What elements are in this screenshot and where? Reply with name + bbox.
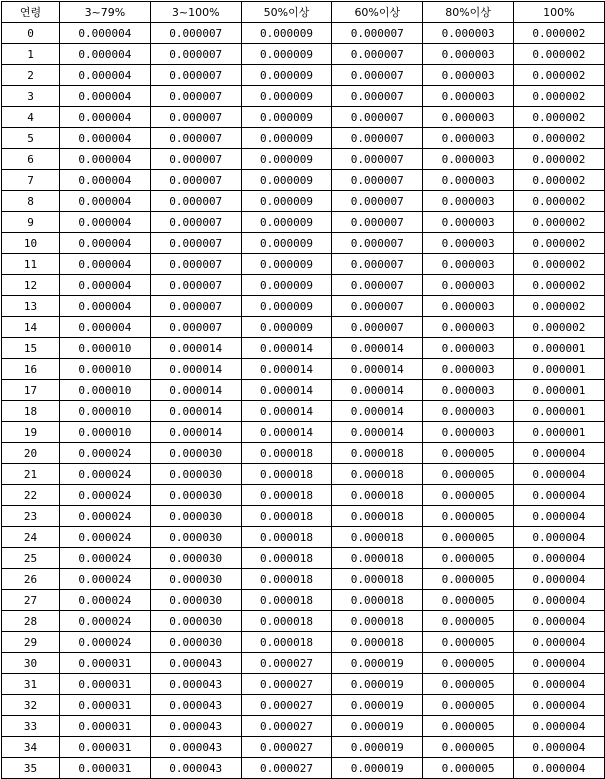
value-3-100-cell: 0.000014 — [150, 422, 241, 443]
value-80-plus-cell: 0.000003 — [423, 359, 514, 380]
value-3-79-cell: 0.000004 — [60, 44, 151, 65]
value-100-cell: 0.000004 — [513, 464, 604, 485]
value-100-cell: 0.000004 — [513, 590, 604, 611]
value-80-plus-cell: 0.000003 — [423, 212, 514, 233]
value-50-plus-cell: 0.000009 — [241, 191, 332, 212]
value-50-plus-cell: 0.000014 — [241, 338, 332, 359]
table-row — [2, 128, 605, 149]
value-60-plus-cell: 0.000007 — [332, 149, 423, 170]
value-100-cell: 0.000002 — [513, 212, 604, 233]
header-80-plus: 80%이상 — [423, 2, 514, 23]
table-row — [2, 737, 605, 758]
value-3-100-cell: 0.000007 — [150, 233, 241, 254]
value-60-plus-cell: 0.000018 — [332, 527, 423, 548]
age-cell: 34 — [2, 737, 60, 758]
value-3-79-cell: 0.000031 — [60, 695, 151, 716]
value-3-79-cell: 0.000024 — [60, 506, 151, 527]
value-50-plus-cell: 0.000009 — [241, 212, 332, 233]
table-row — [2, 65, 605, 86]
value-60-plus-cell: 0.000019 — [332, 695, 423, 716]
value-3-79-cell: 0.000010 — [60, 338, 151, 359]
value-100-cell: 0.000002 — [513, 65, 604, 86]
value-3-100-cell: 0.000014 — [150, 401, 241, 422]
value-80-plus-cell: 0.000003 — [423, 128, 514, 149]
value-100-cell: 0.000002 — [513, 149, 604, 170]
value-3-100-cell: 0.000043 — [150, 737, 241, 758]
value-50-plus-cell: 0.000014 — [241, 359, 332, 380]
value-100-cell: 0.000004 — [513, 695, 604, 716]
value-100-cell: 0.000002 — [513, 86, 604, 107]
value-3-79-cell: 0.000031 — [60, 674, 151, 695]
value-3-79-cell: 0.000031 — [60, 737, 151, 758]
table-row — [2, 212, 605, 233]
value-50-plus-cell: 0.000014 — [241, 422, 332, 443]
value-3-79-cell: 0.000024 — [60, 611, 151, 632]
value-50-plus-cell: 0.000014 — [241, 401, 332, 422]
value-100-cell: 0.000001 — [513, 401, 604, 422]
value-3-100-cell: 0.000043 — [150, 716, 241, 737]
value-3-100-cell: 0.000030 — [150, 506, 241, 527]
value-100-cell: 0.000002 — [513, 296, 604, 317]
value-50-plus-cell: 0.000009 — [241, 296, 332, 317]
age-cell: 20 — [2, 443, 60, 464]
value-100-cell: 0.000002 — [513, 170, 604, 191]
value-60-plus-cell: 0.000019 — [332, 716, 423, 737]
value-80-plus-cell: 0.000005 — [423, 506, 514, 527]
value-3-100-cell: 0.000043 — [150, 695, 241, 716]
value-3-79-cell: 0.000004 — [60, 212, 151, 233]
value-80-plus-cell: 0.000005 — [423, 632, 514, 653]
value-100-cell: 0.000001 — [513, 359, 604, 380]
value-100-cell: 0.000004 — [513, 632, 604, 653]
age-cell: 9 — [2, 212, 60, 233]
value-100-cell: 0.000004 — [513, 674, 604, 695]
value-3-79-cell: 0.000004 — [60, 23, 151, 44]
header-100: 100% — [513, 2, 604, 23]
value-80-plus-cell: 0.000005 — [423, 611, 514, 632]
value-80-plus-cell: 0.000005 — [423, 737, 514, 758]
value-80-plus-cell: 0.000003 — [423, 149, 514, 170]
table-row — [2, 338, 605, 359]
value-100-cell: 0.000001 — [513, 380, 604, 401]
table-row — [2, 716, 605, 737]
value-3-100-cell: 0.000030 — [150, 485, 241, 506]
value-3-100-cell: 0.000007 — [150, 107, 241, 128]
value-60-plus-cell: 0.000007 — [332, 212, 423, 233]
value-3-100-cell: 0.000007 — [150, 275, 241, 296]
value-50-plus-cell: 0.000018 — [241, 464, 332, 485]
value-100-cell: 0.000004 — [513, 527, 604, 548]
value-3-79-cell: 0.000024 — [60, 527, 151, 548]
table-row — [2, 275, 605, 296]
value-3-79-cell: 0.000031 — [60, 716, 151, 737]
value-3-79-cell: 0.000004 — [60, 149, 151, 170]
value-50-plus-cell: 0.000018 — [241, 632, 332, 653]
age-cell: 0 — [2, 23, 60, 44]
value-3-79-cell: 0.000004 — [60, 254, 151, 275]
value-3-79-cell: 0.000010 — [60, 422, 151, 443]
value-80-plus-cell: 0.000003 — [423, 338, 514, 359]
value-50-plus-cell: 0.000009 — [241, 254, 332, 275]
table-row — [2, 485, 605, 506]
value-100-cell: 0.000002 — [513, 233, 604, 254]
age-cell: 2 — [2, 65, 60, 86]
value-3-100-cell: 0.000014 — [150, 359, 241, 380]
value-3-79-cell: 0.000004 — [60, 191, 151, 212]
header-row — [2, 2, 605, 23]
value-50-plus-cell: 0.000018 — [241, 590, 332, 611]
header-60-plus: 60%이상 — [332, 2, 423, 23]
value-80-plus-cell: 0.000003 — [423, 317, 514, 338]
value-3-79-cell: 0.000010 — [60, 401, 151, 422]
age-cell: 26 — [2, 569, 60, 590]
age-cell: 31 — [2, 674, 60, 695]
value-50-plus-cell: 0.000009 — [241, 233, 332, 254]
value-3-100-cell: 0.000014 — [150, 338, 241, 359]
value-100-cell: 0.000002 — [513, 23, 604, 44]
value-80-plus-cell: 0.000005 — [423, 485, 514, 506]
value-80-plus-cell: 0.000005 — [423, 569, 514, 590]
age-cell: 13 — [2, 296, 60, 317]
value-50-plus-cell: 0.000009 — [241, 275, 332, 296]
value-80-plus-cell: 0.000003 — [423, 233, 514, 254]
header-age: 연령 — [2, 2, 60, 23]
value-60-plus-cell: 0.000007 — [332, 296, 423, 317]
value-100-cell: 0.000002 — [513, 191, 604, 212]
age-cell: 7 — [2, 170, 60, 191]
table-row — [2, 611, 605, 632]
value-50-plus-cell: 0.000009 — [241, 170, 332, 191]
value-60-plus-cell: 0.000019 — [332, 758, 423, 779]
table-row — [2, 296, 605, 317]
value-60-plus-cell: 0.000007 — [332, 107, 423, 128]
value-3-79-cell: 0.000004 — [60, 233, 151, 254]
value-100-cell: 0.000004 — [513, 506, 604, 527]
table-row — [2, 23, 605, 44]
value-60-plus-cell: 0.000007 — [332, 65, 423, 86]
value-3-79-cell: 0.000024 — [60, 590, 151, 611]
value-3-100-cell: 0.000030 — [150, 611, 241, 632]
value-60-plus-cell: 0.000014 — [332, 401, 423, 422]
value-50-plus-cell: 0.000018 — [241, 443, 332, 464]
value-50-plus-cell: 0.000027 — [241, 758, 332, 779]
value-100-cell: 0.000002 — [513, 128, 604, 149]
value-100-cell: 0.000004 — [513, 569, 604, 590]
value-80-plus-cell: 0.000003 — [423, 170, 514, 191]
value-50-plus-cell: 0.000027 — [241, 653, 332, 674]
value-3-79-cell: 0.000024 — [60, 632, 151, 653]
value-80-plus-cell: 0.000005 — [423, 716, 514, 737]
age-cell: 14 — [2, 317, 60, 338]
value-50-plus-cell: 0.000009 — [241, 149, 332, 170]
table-row — [2, 464, 605, 485]
value-3-100-cell: 0.000007 — [150, 170, 241, 191]
value-3-79-cell: 0.000004 — [60, 296, 151, 317]
value-80-plus-cell: 0.000003 — [423, 23, 514, 44]
value-80-plus-cell: 0.000005 — [423, 548, 514, 569]
value-50-plus-cell: 0.000027 — [241, 695, 332, 716]
value-50-plus-cell: 0.000027 — [241, 737, 332, 758]
age-cell: 25 — [2, 548, 60, 569]
value-60-plus-cell: 0.000018 — [332, 611, 423, 632]
table-row — [2, 506, 605, 527]
table-header — [2, 2, 605, 23]
value-3-100-cell: 0.000030 — [150, 443, 241, 464]
value-3-100-cell: 0.000007 — [150, 254, 241, 275]
table-row — [2, 107, 605, 128]
value-100-cell: 0.000004 — [513, 716, 604, 737]
table-row — [2, 674, 605, 695]
table-row — [2, 149, 605, 170]
value-100-cell: 0.000004 — [513, 485, 604, 506]
table-row — [2, 254, 605, 275]
value-100-cell: 0.000002 — [513, 44, 604, 65]
value-3-79-cell: 0.000004 — [60, 65, 151, 86]
value-50-plus-cell: 0.000027 — [241, 674, 332, 695]
value-60-plus-cell: 0.000018 — [332, 569, 423, 590]
table-row — [2, 86, 605, 107]
table-row — [2, 758, 605, 779]
age-cell: 16 — [2, 359, 60, 380]
value-3-100-cell: 0.000007 — [150, 128, 241, 149]
value-3-100-cell: 0.000014 — [150, 380, 241, 401]
value-100-cell: 0.000004 — [513, 737, 604, 758]
age-cell: 12 — [2, 275, 60, 296]
value-80-plus-cell: 0.000003 — [423, 65, 514, 86]
age-cell: 18 — [2, 401, 60, 422]
value-100-cell: 0.000004 — [513, 611, 604, 632]
header-3-79: 3~79% — [60, 2, 151, 23]
value-100-cell: 0.000001 — [513, 422, 604, 443]
value-80-plus-cell: 0.000003 — [423, 380, 514, 401]
age-cell: 15 — [2, 338, 60, 359]
value-50-plus-cell: 0.000018 — [241, 548, 332, 569]
age-cell: 6 — [2, 149, 60, 170]
value-60-plus-cell: 0.000018 — [332, 464, 423, 485]
value-50-plus-cell: 0.000009 — [241, 86, 332, 107]
value-60-plus-cell: 0.000018 — [332, 548, 423, 569]
value-80-plus-cell: 0.000005 — [423, 464, 514, 485]
value-50-plus-cell: 0.000009 — [241, 128, 332, 149]
age-cell: 28 — [2, 611, 60, 632]
table-row — [2, 695, 605, 716]
age-cell: 22 — [2, 485, 60, 506]
value-3-79-cell: 0.000010 — [60, 359, 151, 380]
age-cell: 27 — [2, 590, 60, 611]
value-80-plus-cell: 0.000003 — [423, 401, 514, 422]
table-row — [2, 569, 605, 590]
value-50-plus-cell: 0.000009 — [241, 23, 332, 44]
value-100-cell: 0.000004 — [513, 653, 604, 674]
value-80-plus-cell: 0.000003 — [423, 254, 514, 275]
value-3-100-cell: 0.000007 — [150, 149, 241, 170]
value-3-100-cell: 0.000007 — [150, 317, 241, 338]
value-80-plus-cell: 0.000005 — [423, 758, 514, 779]
value-3-100-cell: 0.000030 — [150, 632, 241, 653]
value-50-plus-cell: 0.000018 — [241, 485, 332, 506]
value-80-plus-cell: 0.000005 — [423, 653, 514, 674]
value-100-cell: 0.000001 — [513, 338, 604, 359]
value-50-plus-cell: 0.000027 — [241, 716, 332, 737]
value-3-100-cell: 0.000030 — [150, 464, 241, 485]
table-row — [2, 443, 605, 464]
value-60-plus-cell: 0.000007 — [332, 233, 423, 254]
value-60-plus-cell: 0.000007 — [332, 254, 423, 275]
value-3-100-cell: 0.000030 — [150, 590, 241, 611]
value-60-plus-cell: 0.000014 — [332, 359, 423, 380]
value-80-plus-cell: 0.000005 — [423, 527, 514, 548]
value-3-79-cell: 0.000024 — [60, 569, 151, 590]
value-80-plus-cell: 0.000003 — [423, 275, 514, 296]
table-row — [2, 233, 605, 254]
value-3-100-cell: 0.000030 — [150, 569, 241, 590]
value-50-plus-cell: 0.000009 — [241, 107, 332, 128]
value-3-100-cell: 0.000007 — [150, 44, 241, 65]
age-cell: 32 — [2, 695, 60, 716]
value-60-plus-cell: 0.000018 — [332, 632, 423, 653]
value-3-100-cell: 0.000007 — [150, 23, 241, 44]
value-100-cell: 0.000002 — [513, 317, 604, 338]
value-3-100-cell: 0.000007 — [150, 86, 241, 107]
value-80-plus-cell: 0.000005 — [423, 443, 514, 464]
value-3-100-cell: 0.000007 — [150, 191, 241, 212]
value-80-plus-cell: 0.000005 — [423, 674, 514, 695]
age-cell: 3 — [2, 86, 60, 107]
value-60-plus-cell: 0.000019 — [332, 653, 423, 674]
value-50-plus-cell: 0.000018 — [241, 611, 332, 632]
age-cell: 29 — [2, 632, 60, 653]
value-50-plus-cell: 0.000018 — [241, 506, 332, 527]
age-cell: 17 — [2, 380, 60, 401]
table-row — [2, 632, 605, 653]
value-60-plus-cell: 0.000018 — [332, 485, 423, 506]
table-row — [2, 590, 605, 611]
value-3-100-cell: 0.000007 — [150, 212, 241, 233]
table-row — [2, 317, 605, 338]
value-60-plus-cell: 0.000014 — [332, 422, 423, 443]
value-60-plus-cell: 0.000007 — [332, 191, 423, 212]
age-cell: 23 — [2, 506, 60, 527]
value-3-79-cell: 0.000024 — [60, 485, 151, 506]
table-row — [2, 422, 605, 443]
value-60-plus-cell: 0.000018 — [332, 590, 423, 611]
value-3-100-cell: 0.000007 — [150, 65, 241, 86]
header-50-plus: 50%이상 — [241, 2, 332, 23]
age-cell: 1 — [2, 44, 60, 65]
age-cell: 11 — [2, 254, 60, 275]
value-3-79-cell: 0.000004 — [60, 170, 151, 191]
value-3-100-cell: 0.000030 — [150, 527, 241, 548]
value-60-plus-cell: 0.000019 — [332, 674, 423, 695]
value-50-plus-cell: 0.000018 — [241, 569, 332, 590]
value-3-100-cell: 0.000043 — [150, 758, 241, 779]
value-80-plus-cell: 0.000003 — [423, 191, 514, 212]
age-cell: 10 — [2, 233, 60, 254]
table-row — [2, 44, 605, 65]
age-cell: 4 — [2, 107, 60, 128]
value-3-79-cell: 0.000031 — [60, 653, 151, 674]
value-50-plus-cell: 0.000018 — [241, 527, 332, 548]
value-80-plus-cell: 0.000003 — [423, 422, 514, 443]
value-60-plus-cell: 0.000007 — [332, 317, 423, 338]
rate-table — [1, 1, 605, 779]
value-60-plus-cell: 0.000007 — [332, 44, 423, 65]
value-3-100-cell: 0.000043 — [150, 674, 241, 695]
value-80-plus-cell: 0.000003 — [423, 107, 514, 128]
value-80-plus-cell: 0.000003 — [423, 44, 514, 65]
value-3-79-cell: 0.000004 — [60, 275, 151, 296]
value-60-plus-cell: 0.000007 — [332, 170, 423, 191]
table-row — [2, 401, 605, 422]
age-cell: 35 — [2, 758, 60, 779]
value-3-100-cell: 0.000043 — [150, 653, 241, 674]
table-row — [2, 653, 605, 674]
value-60-plus-cell: 0.000007 — [332, 275, 423, 296]
table-row — [2, 548, 605, 569]
value-3-79-cell: 0.000024 — [60, 464, 151, 485]
value-100-cell: 0.000002 — [513, 275, 604, 296]
value-3-79-cell: 0.000010 — [60, 380, 151, 401]
age-cell: 19 — [2, 422, 60, 443]
age-cell: 21 — [2, 464, 60, 485]
value-3-79-cell: 0.000004 — [60, 86, 151, 107]
value-3-100-cell: 0.000007 — [150, 296, 241, 317]
value-100-cell: 0.000004 — [513, 548, 604, 569]
value-50-plus-cell: 0.000009 — [241, 65, 332, 86]
value-50-plus-cell: 0.000009 — [241, 317, 332, 338]
age-cell: 33 — [2, 716, 60, 737]
value-80-plus-cell: 0.000003 — [423, 86, 514, 107]
value-60-plus-cell: 0.000007 — [332, 128, 423, 149]
value-100-cell: 0.000002 — [513, 107, 604, 128]
header-3-100: 3~100% — [150, 2, 241, 23]
value-80-plus-cell: 0.000005 — [423, 695, 514, 716]
value-3-100-cell: 0.000030 — [150, 548, 241, 569]
table-row — [2, 170, 605, 191]
value-3-79-cell: 0.000024 — [60, 443, 151, 464]
value-60-plus-cell: 0.000014 — [332, 380, 423, 401]
value-100-cell: 0.000004 — [513, 443, 604, 464]
value-80-plus-cell: 0.000003 — [423, 296, 514, 317]
age-cell: 5 — [2, 128, 60, 149]
value-50-plus-cell: 0.000014 — [241, 380, 332, 401]
value-60-plus-cell: 0.000014 — [332, 338, 423, 359]
value-3-79-cell: 0.000004 — [60, 107, 151, 128]
value-60-plus-cell: 0.000007 — [332, 23, 423, 44]
table-row — [2, 380, 605, 401]
value-50-plus-cell: 0.000009 — [241, 44, 332, 65]
table-body — [2, 23, 605, 779]
value-100-cell: 0.000004 — [513, 758, 604, 779]
value-60-plus-cell: 0.000018 — [332, 443, 423, 464]
value-60-plus-cell: 0.000007 — [332, 86, 423, 107]
table-row — [2, 359, 605, 380]
value-3-79-cell: 0.000031 — [60, 758, 151, 779]
age-cell: 30 — [2, 653, 60, 674]
value-60-plus-cell: 0.000018 — [332, 506, 423, 527]
value-100-cell: 0.000002 — [513, 254, 604, 275]
table-row — [2, 527, 605, 548]
value-60-plus-cell: 0.000019 — [332, 737, 423, 758]
value-3-79-cell: 0.000004 — [60, 317, 151, 338]
value-80-plus-cell: 0.000005 — [423, 590, 514, 611]
value-3-79-cell: 0.000024 — [60, 548, 151, 569]
table-row — [2, 191, 605, 212]
value-3-79-cell: 0.000004 — [60, 128, 151, 149]
age-cell: 24 — [2, 527, 60, 548]
age-cell: 8 — [2, 191, 60, 212]
